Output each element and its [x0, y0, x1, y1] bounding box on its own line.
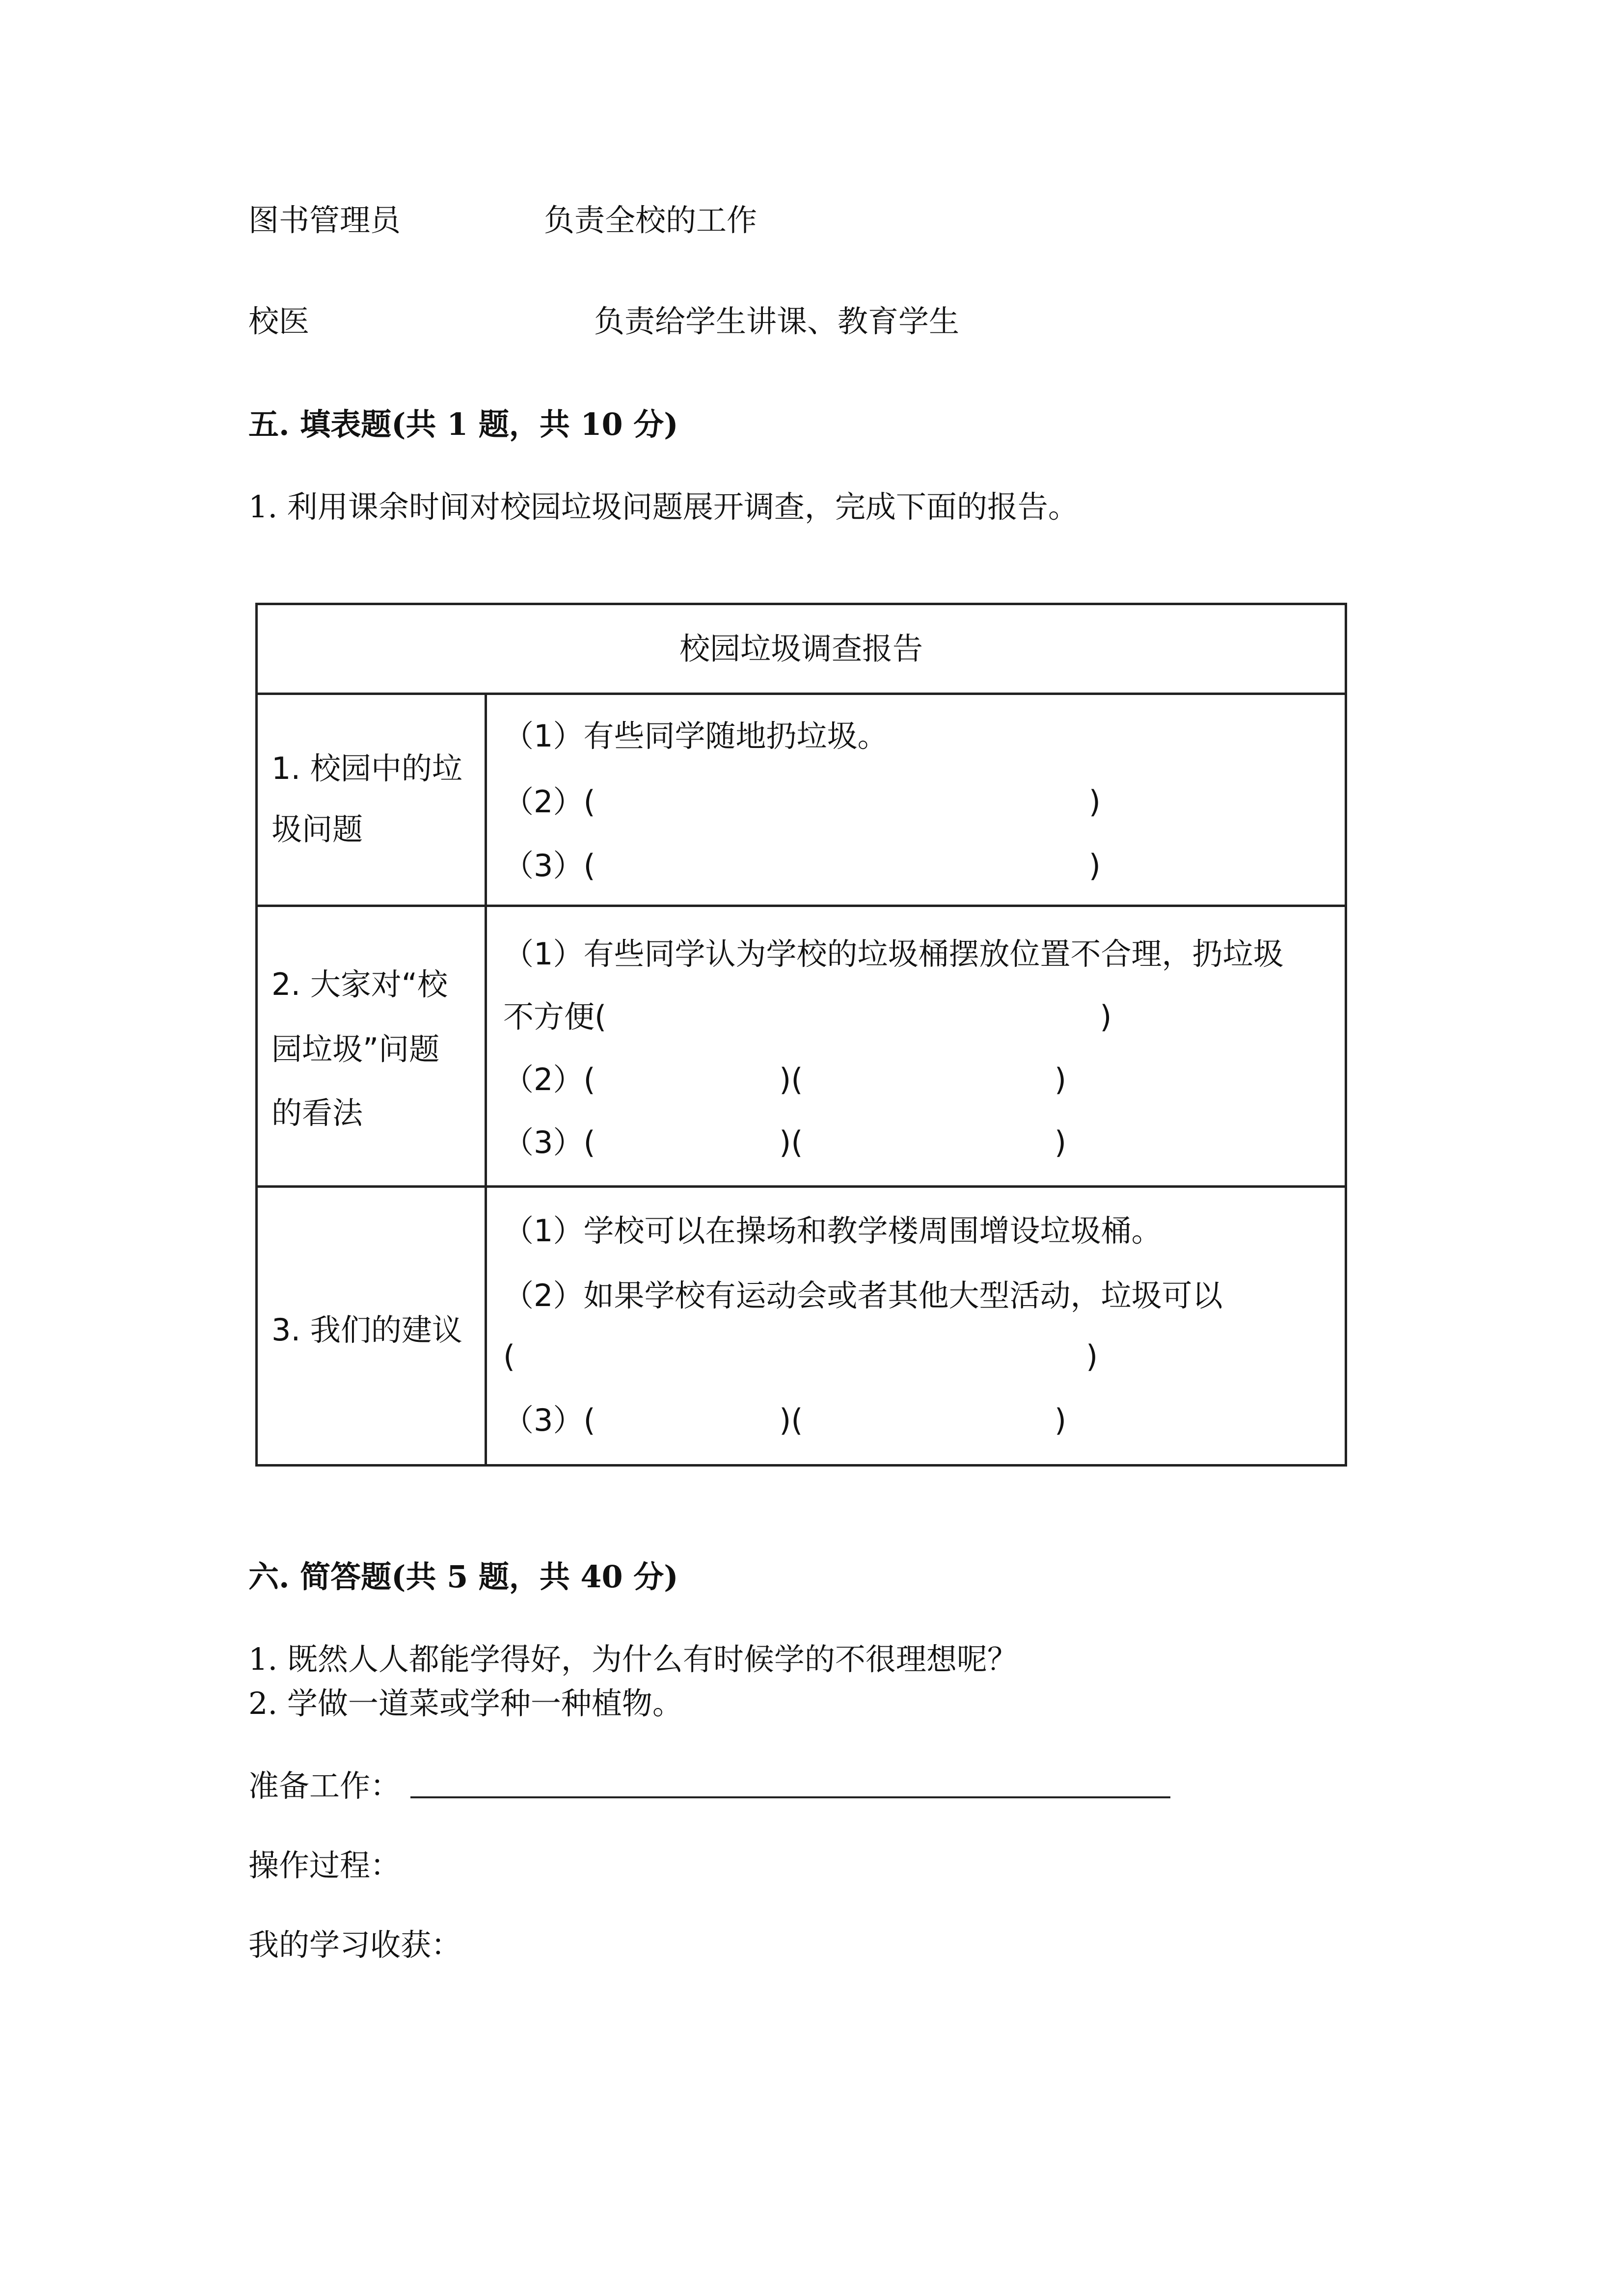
row3-label-line1: 3. 我们的建议: [271, 1312, 462, 1348]
process-label: 操作过程：: [248, 1847, 401, 1883]
match-right-1: 负责全校的工作: [544, 202, 758, 238]
section6-question-1: 1. 既然人人都能学得好，为什么有时候学的不很理想呢？: [248, 1641, 1018, 1677]
row1-item-1: （1）有些同学随地扔垃圾。: [503, 718, 888, 754]
row3-item-1: （1）学校可以在操场和教学楼周围增设垃圾桶。: [503, 1213, 1162, 1249]
row3-item-4: （3）( )( ): [503, 1402, 1067, 1438]
row1-item-3: （3）( ): [503, 848, 1101, 883]
row2-label-line1: 2. 大家对“校: [271, 966, 448, 1002]
row3-item-2: （2）如果学校有运动会或者其他大型活动，垃圾可以: [503, 1278, 1223, 1313]
prep-label: 准备工作：: [248, 1768, 401, 1804]
prep-answer-line[interactable]: [410, 1796, 1170, 1798]
row3-item-3: ( ): [503, 1338, 1098, 1374]
row1-label-line1: 1. 校园中的垃: [271, 750, 462, 786]
row2-item-3: （2）( )( ): [503, 1062, 1067, 1097]
table-title: 校园垃圾调查报告: [679, 631, 923, 667]
row2-item-2: 不方便( ): [503, 999, 1112, 1035]
match-left-1: 图书管理员: [248, 202, 401, 238]
harvest-label: 我的学习收获：: [248, 1927, 462, 1963]
row1-item-2: （2）( ): [503, 784, 1101, 820]
row2-item-4: （3）( )( ): [503, 1124, 1067, 1160]
row2-label-line3: 的看法: [271, 1095, 363, 1131]
section6-question-2: 2. 学做一道菜或学种一种植物。: [248, 1685, 683, 1721]
row1-label-line2: 圾问题: [271, 811, 363, 847]
section6-heading: 六. 简答题(共 5 题，共 40 分): [248, 1559, 678, 1595]
match-left-2: 校医: [248, 303, 310, 339]
row2-label-line2: 园垃圾”问题: [271, 1031, 440, 1067]
survey-table: [255, 603, 1347, 1467]
section5-question-1: 1. 利用课余时间对校园垃圾问题展开调查，完成下面的报告。: [248, 489, 1079, 525]
match-right-2: 负责给学生讲课、教育学生: [594, 303, 960, 339]
row2-item-1: （1）有些同学认为学校的垃圾桶摆放位置不合理，扔垃圾: [503, 936, 1284, 972]
section5-heading: 五. 填表题(共 1 题，共 10 分): [248, 406, 678, 442]
